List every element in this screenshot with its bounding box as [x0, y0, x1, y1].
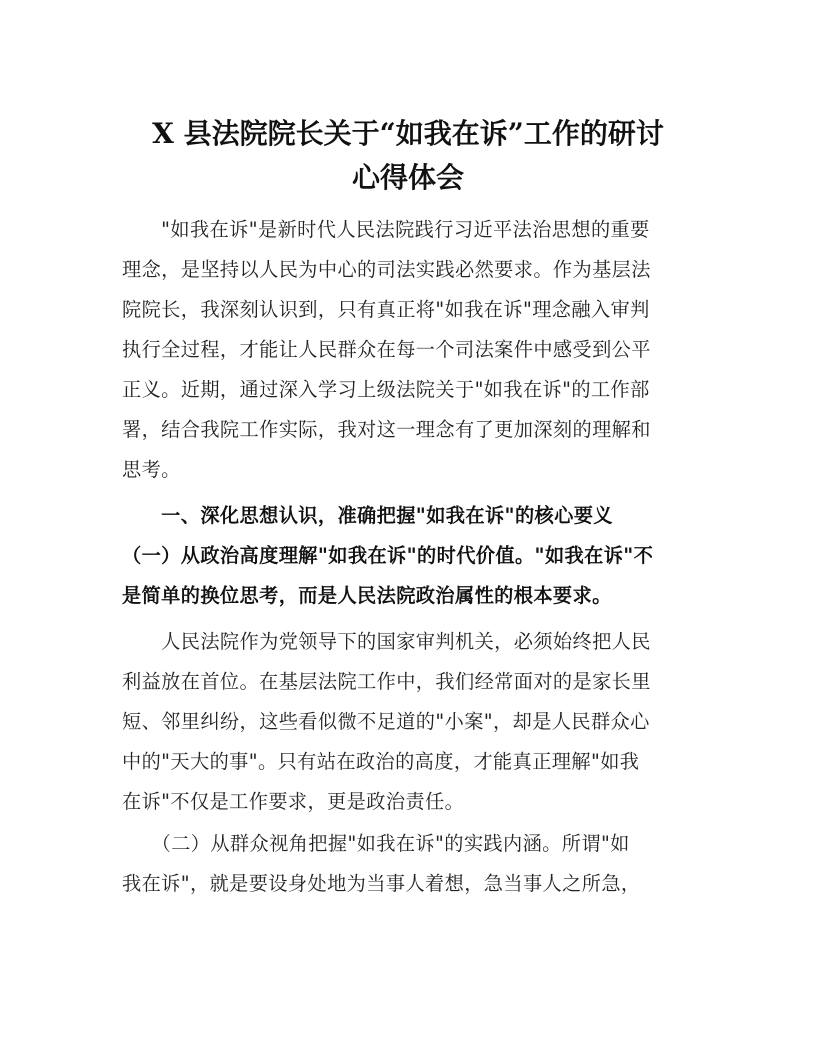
text-line: （二）从群众视角把握"如我在诉"的实践内涵。所谓"如 — [122, 832, 630, 855]
title-line: 心得体会 — [351, 161, 464, 194]
text-line: 中的"天大的事"。只有站在政治的高度，才能真正理解"如我 — [122, 750, 640, 773]
title-line: X 县法院院长关于“如我在诉”工作的研讨 — [152, 117, 664, 150]
text-line: 利益放在首位。在基层法院工作中，我们经常面对的是家长里 — [122, 670, 651, 693]
section-heading — [122, 496, 698, 616]
text-line: "如我在诉"是新时代人民法院践行习近平法治思想的重要 — [122, 218, 650, 241]
text-line: 在诉"不仅是工作要求，更是政治责任。 — [122, 790, 465, 813]
text-line: 执行全过程，才能让人民群众在每一个司法案件中感受到公平 — [122, 338, 651, 361]
heading-line: 一、深化思想认识，准确把握"如我在诉"的核心要义 — [122, 504, 613, 527]
text-line: 我在诉"，就是要设身处地为当事人着想，急当事人之所急， — [122, 872, 641, 895]
body-paragraph — [122, 622, 698, 822]
text-line: 院院长，我深刻认识到，只有真正将"如我在诉"理念融入审判 — [122, 298, 650, 321]
document-title — [118, 112, 698, 200]
subheading-line: （一）从政治高度理解"如我在诉"的时代价值。"如我在诉"不 — [122, 544, 654, 567]
text-line: 人民法院作为党领导下的国家审判机关，必须始终把人民 — [122, 630, 651, 653]
text-line: 署，结合我院工作实际，我对这一理念有了更加深刻的理解和 — [122, 418, 651, 441]
text-line: 正义。近期，通过深入学习上级法院关于"如我在诉"的工作部 — [122, 378, 650, 401]
text-line: 理念，是坚持以人民为中心的司法实践必然要求。作为基层法 — [122, 258, 651, 281]
text-line: 思考。 — [122, 458, 181, 481]
subheading-line: 是简单的换位思考，而是人民法院政治属性的根本要求。 — [122, 584, 612, 607]
text-line: 短、邻里纠纷，这些看似微不足道的"小案"，却是人民群众心 — [122, 710, 650, 733]
body-paragraph — [122, 824, 698, 904]
intro-paragraph — [122, 210, 698, 490]
